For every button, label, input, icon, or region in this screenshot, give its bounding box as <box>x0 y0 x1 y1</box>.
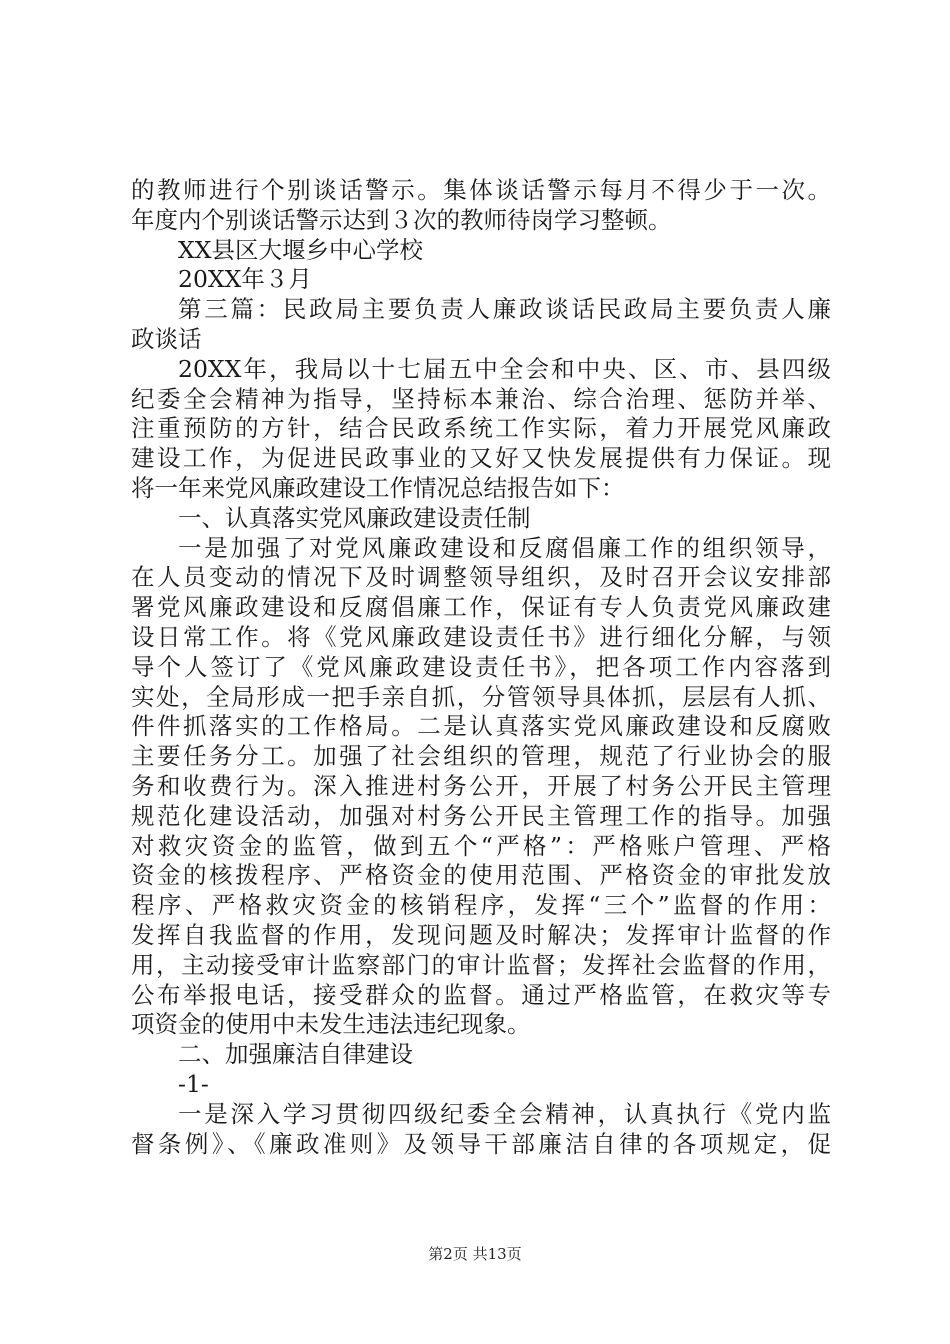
text-line: 署党风廉政建设和反腐倡廉工作，保证有专人负责党风廉政建 <box>131 593 831 622</box>
text-line: 一、认真落实党风廉政建设责任制 <box>178 503 531 532</box>
text-line: 规范化建设活动，加强对村务公开民主管理工作的指导。加强 <box>131 801 831 830</box>
text-line: 纪委全会精神为指导，坚持标本兼治、综合治理、惩防并举、 <box>131 384 831 413</box>
page-footer: 第2页 共13页 <box>428 1245 522 1263</box>
text-line: 务和收费行为。深入推进村务公开，开展了村务公开民主管理 <box>131 771 831 800</box>
text-line: 程序、严格救灾资金的核销程序，发挥“三个”监督的作用： <box>131 891 831 920</box>
text-line: 一是深入学习贯彻四级纪委全会精神，认真执行《党内监 <box>178 1099 831 1128</box>
text-line: 主要任务分工。加强了社会组织的管理，规范了行业协会的服 <box>131 742 831 771</box>
text-line: 年度内个别谈话警示达到３次的教师待岗学习整顿。 <box>131 205 672 234</box>
text-line: 件件抓落实的工作格局。二是认真落实党风廉政建设和反腐败 <box>131 712 831 741</box>
text-line: 设日常工作。将《党风廉政建设责任书》进行细化分解，与领 <box>131 622 831 651</box>
text-line: 公布举报电话，接受群众的监督。通过严格监管，在救灾等专 <box>131 980 831 1009</box>
text-line: 注重预防的方针，结合民政系统工作实际，着力开展党风廉政 <box>131 414 831 443</box>
text-line: 二、加强廉洁自律建设 <box>178 1040 413 1069</box>
document-body <box>131 176 831 1159</box>
text-line: 实处，全局形成一把手亲自抓，分管领导具体抓，层层有人抓、 <box>131 682 831 711</box>
text-line: 对救灾资金的监管，做到五个“严格”：严格账户管理、严格 <box>131 831 831 860</box>
text-line: 20XX年３月 <box>178 265 312 294</box>
text-line: 导个人签订了《党风廉政建设责任书》，把各项工作内容落到 <box>131 652 831 681</box>
text-line: 督条例》、《廉政准则》及领导干部廉洁自律的各项规定，促 <box>131 1129 831 1158</box>
text-line: 的教师进行个别谈话警示。集体谈话警示每月不得少于一次。 <box>131 176 831 204</box>
text-line: 一是加强了对党风廉政建设和反腐倡廉工作的组织领导， <box>178 533 831 562</box>
text-line: 在人员变动的情况下及时调整领导组织，及时召开会议安排部 <box>131 563 831 592</box>
text-line: XX县区大堰乡中心学校 <box>178 235 423 264</box>
text-line: 资金的核拨程序、严格资金的使用范围、严格资金的审批发放 <box>131 861 831 890</box>
text-line: 项资金的使用中未发生违法违纪现象。 <box>131 1010 531 1039</box>
text-line: 第三篇：民政局主要负责人廉政谈话民政局主要负责人廉 <box>178 295 831 324</box>
text-line: 政谈话 <box>131 324 202 353</box>
text-line: 建设工作，为促进民政事业的又好又快发展提供有力保证。现 <box>131 444 831 473</box>
text-line: 将一年来党风廉政建设工作情况总结报告如下： <box>131 473 625 502</box>
text-line: -1- <box>178 1069 209 1098</box>
text-line: 发挥自我监督的作用，发现问题及时解决；发挥审计监督的作 <box>131 920 831 949</box>
text-line: 用，主动接受审计监察部门的审计监督；发挥社会监督的作用， <box>131 950 831 979</box>
text-line: 20XX年，我局以十七届五中全会和中央、区、市、县四级 <box>178 354 831 383</box>
